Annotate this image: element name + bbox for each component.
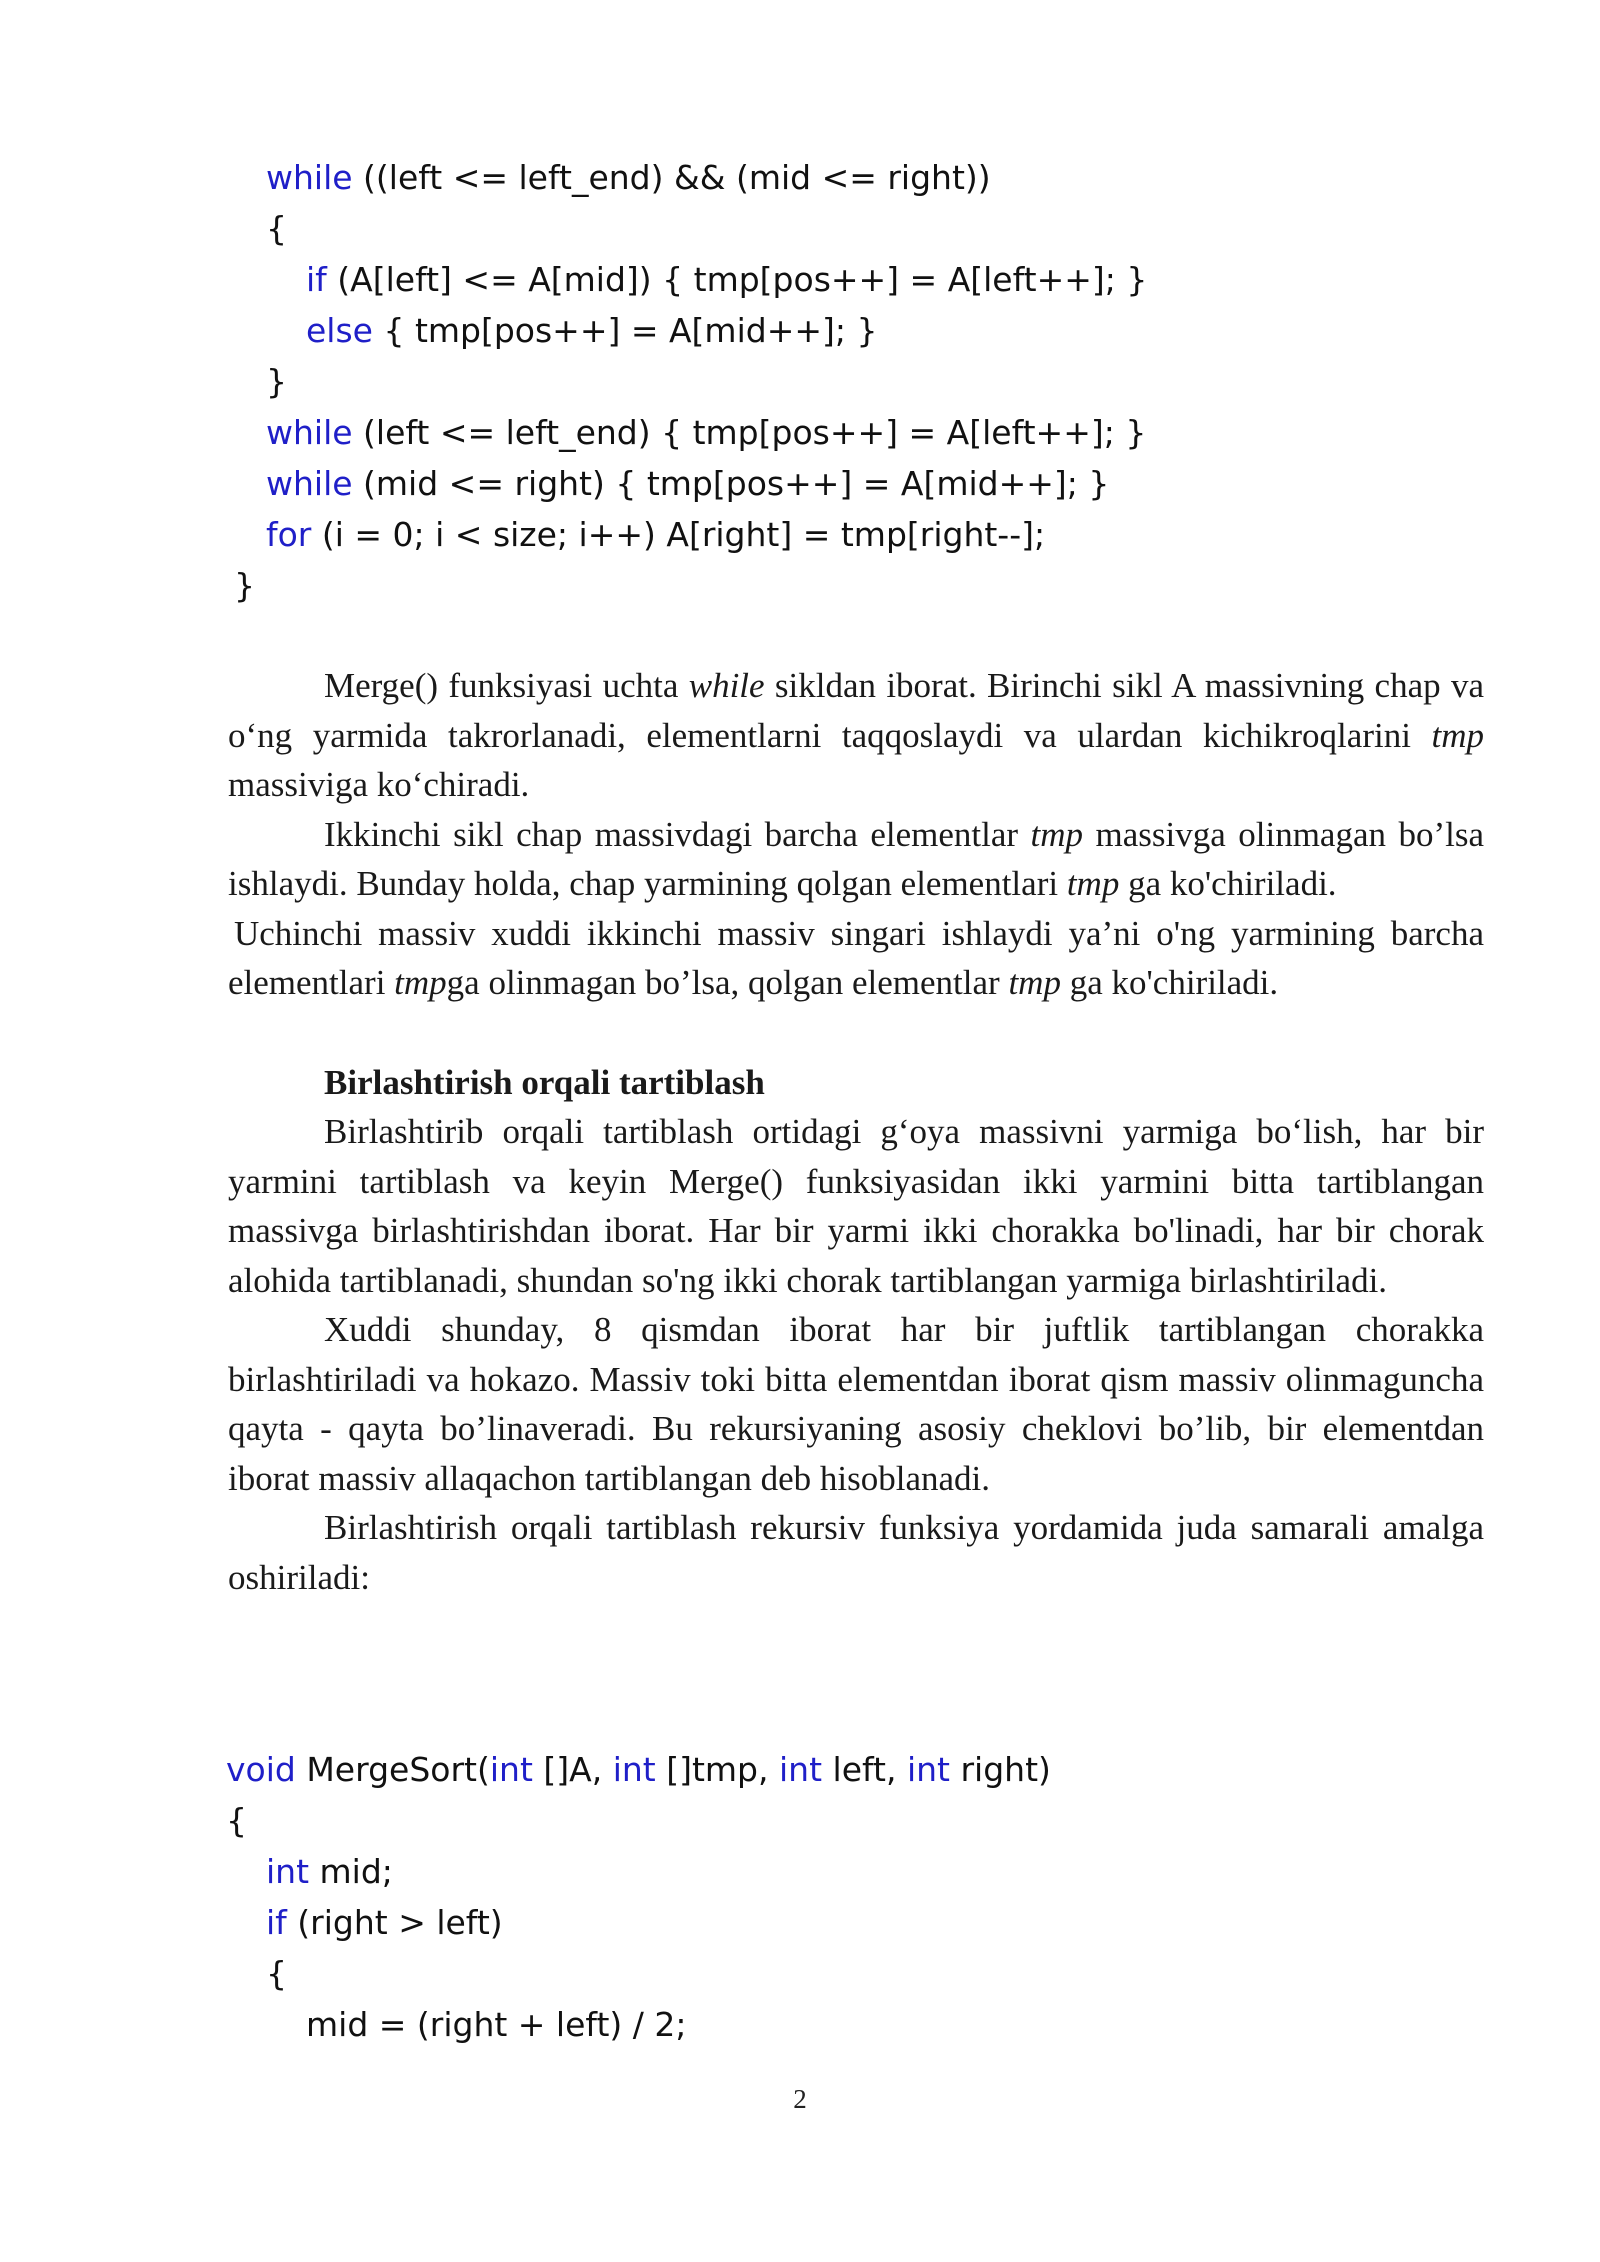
italic-term: tmp [1066,864,1120,903]
code-line [226,1744,1051,1795]
italic-term: tmp [394,963,447,1002]
paragraph-merge-sort-idea: Birlashtirib orqali tartiblash ortidagi g‘oya massivni yarmiga bo‘lish, har bir yarmini tartiblash va keyin Merge() funksiyasidan ikki yarmini bitta tartiblangan massivga birlashtirishdan iborat. Har bir yarmi ikki chorakka bo'linadi, har bir chorak alohida tartiblanadi, shundan so'ng ikki chorak tartiblangan yarmiga birlashtiriladi. [228,1112,1484,1300]
code-keyword: int [489,1750,533,1789]
code-keyword: int [266,1852,310,1891]
code-keyword: int [612,1750,656,1789]
text-run: massiviga ko‘chiradi. [228,765,530,804]
code-keyword: while [266,158,353,197]
code-line [266,1948,287,1999]
code-text: ((left <= left_end) && (mid <= right)) [352,158,991,197]
text-run: sikldan iborat. Birinchi sikl A massivning chap va o‘ng yarmida takrorlanadi, elementlarni taqqoslaydi va ulardan kichikroqlarini [228,666,1484,755]
code-text: (mid <= right) { tmp[pos++] = A[mid++]; } [352,464,1110,503]
text-run: ga ko'chiriladi. [1119,864,1337,903]
code-text: } [234,566,255,605]
spacer [228,1008,1484,1058]
code-text: mid = (right + left) / 2; [306,2005,687,2044]
text-run: ga olinmagan bo’lsa, qolgan elementlar [446,963,1009,1002]
italic-term: while [688,666,765,705]
code-line [306,254,1147,305]
italic-term: tmp [1030,814,1084,854]
code-keyword: int [779,1750,823,1789]
code-line [234,560,255,611]
code-text: { [266,209,287,248]
code-text: right) [949,1750,1051,1789]
code-keyword: if [306,260,327,299]
code-line [266,458,1109,509]
code-line [306,305,877,356]
code-text: []A, [532,1750,613,1789]
paragraph-recursive-function: Birlashtirish orqali tartiblash rekursiv funksiya yordamida juda samarali amalga oshiriladi: [228,1508,1484,1597]
code-keyword: while [266,413,353,452]
text-run: Ikkinchi sikl chap massivdagi barcha elementlar [324,814,1031,854]
code-text: mid; [309,1852,393,1891]
code-keyword: if [266,1903,287,1942]
code-line [266,356,287,407]
page-number: 2 [793,2084,807,2114]
text-run: Merge() funksiyasi uchta [324,666,689,705]
body-text [228,661,1484,1602]
code-text: } [266,362,287,401]
code-line [266,407,1146,458]
paragraph-merge-description [228,661,1484,810]
code-text: []tmp, [655,1750,779,1789]
text-run: massivga olinmagan bo’lsa ishlaydi. Bunday holda, chap yarmining qolgan elementlari [228,814,1484,903]
code-keyword: else [306,311,373,350]
code-text: { tmp[pos++] = A[mid++]; } [372,311,878,350]
code-line [266,152,991,203]
code-keyword: for [266,515,312,554]
code-text: (left <= left_end) { tmp[pos++] = A[left++]; } [352,413,1147,452]
code-text: (i = 0; i < size; i++) A[right] = tmp[right--]; [311,515,1046,554]
paragraph-second-loop [228,810,1484,909]
code-line [306,1999,686,2050]
text-run: Uchinchi massiv xuddi ikkinchi massiv singari ishlaydi ya’ni o'ng yarmining barcha elementlari [228,913,1484,1002]
code-text: (right > left) [286,1903,503,1942]
code-line [266,1846,393,1897]
code-text: MergeSort( [295,1750,490,1789]
code-keyword: void [226,1750,296,1789]
code-line [266,203,287,254]
code-line [226,1795,247,1846]
paragraph-recursion: Xuddi shunday, 8 qismdan iborat har bir juftlik tartiblangan chorakka birlashtiriladi va hokazo. Massiv toki bitta elementdan iborat qism massiv olinmaguncha qayta - qayta bo’linaveradi. Bu rekursiyaning asosiy cheklovi bo’lib, bir elementdan iborat massiv allaqachon tartiblangan deb hisoblanadi. [228,1310,1484,1498]
code-text: (A[left] <= A[mid]) { tmp[pos++] = A[left++]; } [326,260,1148,299]
code-line [266,509,1045,560]
code-line [266,1897,503,1948]
text-run: ga ko'chiriladi. [1060,963,1279,1002]
italic-term: tmp [1008,963,1061,1002]
paragraph-third-loop [228,909,1484,1008]
code-text: { [226,1801,247,1840]
italic-term: tmp [1431,715,1484,755]
code-keyword: int [906,1750,950,1789]
code-keyword: while [266,464,353,503]
section-heading: Birlashtirish orqali tartiblash [324,1062,765,1102]
code-text: { [266,1954,287,1993]
code-text: left, [822,1750,907,1789]
